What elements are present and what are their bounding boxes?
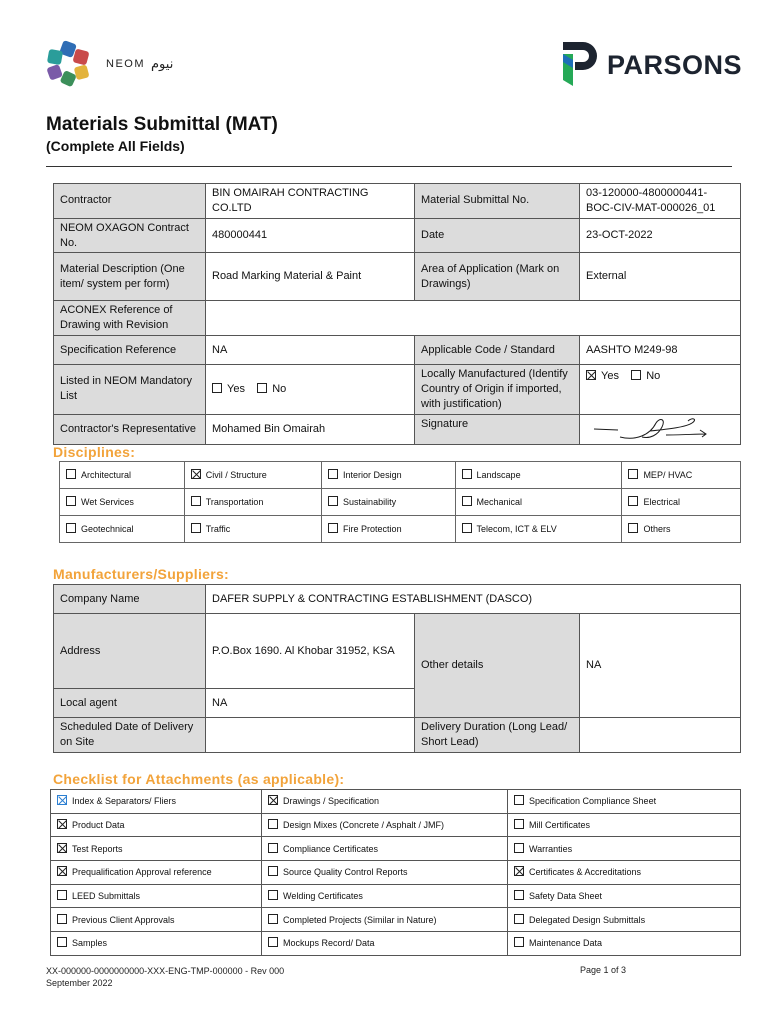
signature-image xyxy=(580,415,740,443)
checkbox-label: Delegated Design Submittals xyxy=(529,914,646,925)
checkbox-item[interactable] xyxy=(622,516,741,543)
checkbox-item[interactable] xyxy=(60,462,185,489)
checkbox-label: Landscape xyxy=(476,469,521,480)
aconex-label: ACONEX Reference of Drawing with Revision xyxy=(54,301,206,336)
checkbox-item[interactable] xyxy=(262,837,508,861)
agent-label: Local agent xyxy=(54,689,206,718)
checkbox-icon[interactable] xyxy=(268,914,278,924)
checkbox-item[interactable] xyxy=(184,462,321,489)
checkbox-label: Source Quality Control Reports xyxy=(283,867,408,878)
checkbox-item[interactable] xyxy=(60,489,185,516)
duration-value[interactable] xyxy=(580,718,741,753)
checkbox-label: Design Mixes (Concrete / Asphalt / JMF) xyxy=(283,819,445,830)
submittal-details-table xyxy=(53,183,741,445)
parsons-logo xyxy=(561,40,742,90)
checkbox-item[interactable] xyxy=(455,489,622,516)
checkbox-item[interactable] xyxy=(508,790,741,814)
checkbox-label: Safety Data Sheet xyxy=(529,891,603,902)
checkbox-label: Electrical xyxy=(643,496,680,507)
company-label: Company Name xyxy=(54,585,206,614)
checkbox-label: Others xyxy=(643,523,671,534)
checkbox-item[interactable] xyxy=(622,489,741,516)
checkbox-item[interactable] xyxy=(322,516,455,543)
checkbox-label: Sustainability xyxy=(343,496,397,507)
checkbox-label: Mockups Record/ Data xyxy=(283,938,375,949)
checked-checkbox-icon[interactable] xyxy=(268,795,278,805)
table-row xyxy=(60,462,741,489)
checkbox-label: Specification Compliance Sheet xyxy=(529,796,657,807)
rep-label: Contractor's Representative xyxy=(54,414,206,444)
neom-logo xyxy=(44,40,173,88)
mandatory-label: Listed in NEOM Mandatory List xyxy=(54,365,206,415)
local-label: Locally Manufactured (Identify Country of Origin if imported, with justification) xyxy=(415,365,580,415)
checkbox-icon[interactable] xyxy=(328,469,338,479)
mandatory-yes-label: Yes xyxy=(227,382,245,395)
disciplines-heading: Disciplines: xyxy=(53,444,136,460)
checkbox-item[interactable] xyxy=(262,932,508,956)
contractor-label: Contractor xyxy=(54,184,206,219)
local-no-checkbox[interactable] xyxy=(631,370,641,380)
checkbox-item[interactable] xyxy=(51,884,262,908)
signature-field[interactable] xyxy=(580,414,741,444)
checkbox-label: Telecom, ICT & ELV xyxy=(476,523,557,534)
checkbox-icon[interactable] xyxy=(268,866,278,876)
local-yes-checkbox[interactable] xyxy=(586,370,596,380)
checklist-table xyxy=(50,789,741,956)
table-row xyxy=(60,516,741,543)
footer-doc-info xyxy=(46,965,284,989)
table-row xyxy=(51,884,741,908)
checkbox-item[interactable] xyxy=(51,790,262,814)
checkbox-item[interactable] xyxy=(455,516,622,543)
checkbox-icon[interactable] xyxy=(191,523,201,533)
checkbox-label: Compliance Certificates xyxy=(283,843,379,854)
contractor-value[interactable]: BIN OMAIRAH CONTRACTING CO.LTD xyxy=(206,184,415,219)
manufacturers-heading: Manufacturers/Suppliers: xyxy=(53,566,230,582)
checkbox-icon[interactable] xyxy=(462,523,472,533)
checkbox-icon[interactable] xyxy=(514,843,524,853)
table-row xyxy=(51,813,741,837)
checkbox-icon[interactable] xyxy=(57,914,67,924)
area-label: Area of Application (Mark on Drawings) xyxy=(415,253,580,301)
checkbox-item[interactable] xyxy=(322,489,455,516)
checkbox-label: Samples xyxy=(72,938,108,949)
code-value[interactable]: AASHTO M249-98 xyxy=(580,336,741,365)
table-row xyxy=(51,908,741,932)
table-row xyxy=(51,861,741,885)
checkbox-item[interactable] xyxy=(51,813,262,837)
checkbox-icon[interactable] xyxy=(57,890,67,900)
spec-label: Specification Reference xyxy=(54,336,206,365)
checkbox-label: Geotechnical xyxy=(81,523,134,534)
mandatory-no-label: No xyxy=(272,382,287,395)
checkbox-item[interactable] xyxy=(184,516,321,543)
page-subtitle: (Complete All Fields) xyxy=(46,138,185,154)
checked-checkbox-icon[interactable] xyxy=(57,819,67,829)
table-row xyxy=(51,932,741,956)
neom-wordmark-text: NEOM xyxy=(106,58,145,70)
table-row xyxy=(60,489,741,516)
checkbox-item[interactable] xyxy=(455,462,622,489)
checkbox-label: Mill Certificates xyxy=(529,819,591,830)
page-title: Materials Submittal (MAT) xyxy=(46,114,278,135)
footer-page-number: Page 1 of 3 xyxy=(580,965,627,975)
company-value[interactable]: DAFER SUPPLY & CONTRACTING ESTABLISHMENT (DASCO) xyxy=(206,585,741,614)
checkbox-item[interactable] xyxy=(51,908,262,932)
checkbox-item[interactable] xyxy=(262,861,508,885)
agent-value[interactable]: NA xyxy=(206,689,415,718)
checkbox-icon[interactable] xyxy=(66,469,76,479)
checkbox-item[interactable] xyxy=(262,908,508,932)
checkbox-label: Civil / Structure xyxy=(205,469,267,480)
checkbox-item[interactable] xyxy=(622,462,741,489)
checkbox-icon[interactable] xyxy=(628,496,638,506)
checklist-heading: Checklist for Attachments (as applicable): xyxy=(53,771,345,787)
checkbox-icon[interactable] xyxy=(268,819,278,829)
checkbox-icon[interactable] xyxy=(66,523,76,533)
checkbox-item[interactable] xyxy=(508,837,741,861)
checkbox-icon[interactable] xyxy=(328,496,338,506)
checkbox-label: Previous Client Approvals xyxy=(72,914,175,925)
neom-wordmark xyxy=(106,57,173,72)
spec-value[interactable]: NA xyxy=(206,336,415,365)
checkbox-label: Completed Projects (Similar in Nature) xyxy=(283,914,437,925)
title-divider xyxy=(46,166,732,167)
neom-arabic-text: نيوم xyxy=(151,56,174,72)
checkbox-icon[interactable] xyxy=(268,843,278,853)
neom-mark-icon xyxy=(44,40,92,88)
checkbox-icon[interactable] xyxy=(514,914,524,924)
checkbox-item[interactable] xyxy=(508,908,741,932)
checked-checkbox-icon[interactable] xyxy=(57,795,67,805)
footer-doc-code: XX-000000-0000000000-XXX-ENG-TMP-000000 - Rev 000 xyxy=(46,966,285,976)
other-details-label: Other details xyxy=(415,614,580,718)
checkbox-label: Test Reports xyxy=(72,843,123,854)
date-value[interactable]: 23-OCT-2022 xyxy=(580,218,741,253)
checkbox-icon[interactable] xyxy=(628,469,638,479)
checkbox-item[interactable] xyxy=(262,884,508,908)
material-value[interactable]: Road Marking Material & Paint xyxy=(206,253,415,301)
checkbox-label: Maintenance Data xyxy=(529,938,603,949)
local-yes-label: Yes xyxy=(601,370,619,383)
other-details-value[interactable]: NA xyxy=(580,614,741,718)
checkbox-icon[interactable] xyxy=(268,890,278,900)
checked-checkbox-icon[interactable] xyxy=(191,469,201,479)
checkbox-label: Wet Services xyxy=(81,496,134,507)
checked-checkbox-icon[interactable] xyxy=(514,866,524,876)
mandatory-options xyxy=(206,365,415,415)
checkbox-label: Interior Design xyxy=(343,469,402,480)
checkbox-icon[interactable] xyxy=(514,819,524,829)
checkbox-icon[interactable] xyxy=(191,496,201,506)
material-label: Material Description (One item/ system per form) xyxy=(54,253,206,301)
checkbox-label: Mechanical xyxy=(476,496,523,507)
checkbox-item[interactable] xyxy=(51,837,262,861)
checkbox-item[interactable] xyxy=(51,861,262,885)
local-options xyxy=(580,365,741,415)
footer-doc-date: September 2022 xyxy=(46,978,113,989)
checkbox-item[interactable] xyxy=(322,462,455,489)
checkbox-label: Index & Separators/ Fliers xyxy=(72,796,177,807)
code-label: Applicable Code / Standard xyxy=(415,336,580,365)
mandatory-no-checkbox[interactable] xyxy=(257,383,267,393)
checkbox-item[interactable] xyxy=(262,813,508,837)
checkbox-icon[interactable] xyxy=(268,937,278,947)
table-row xyxy=(51,837,741,861)
delivery-date-value[interactable] xyxy=(206,718,415,753)
checkbox-icon[interactable] xyxy=(462,496,472,506)
checkbox-item[interactable] xyxy=(262,790,508,814)
checkbox-label: Warranties xyxy=(529,843,573,854)
checkbox-label: Product Data xyxy=(72,819,125,830)
table-row xyxy=(51,790,741,814)
checked-checkbox-icon[interactable] xyxy=(57,866,67,876)
checkbox-icon[interactable] xyxy=(514,937,524,947)
parsons-wordmark: PARSONS xyxy=(606,49,742,80)
checkbox-icon[interactable] xyxy=(628,523,638,533)
checkbox-icon[interactable] xyxy=(514,795,524,805)
checkbox-item[interactable] xyxy=(508,884,741,908)
checkbox-icon[interactable] xyxy=(66,496,76,506)
checkbox-item[interactable] xyxy=(51,932,262,956)
checkbox-label: Traffic xyxy=(205,523,231,534)
checkbox-item[interactable] xyxy=(508,813,741,837)
duration-label: Delivery Duration (Long Lead/ Short Lead) xyxy=(415,718,580,753)
mat-no-value[interactable]: 03-120000-4800000441-BOC-CIV-MAT-000026_01 xyxy=(580,184,741,219)
signature-label: Signature xyxy=(415,414,580,444)
aconex-value[interactable] xyxy=(206,301,741,336)
checkbox-label: Drawings / Specification xyxy=(283,796,380,807)
contract-value[interactable]: 480000441 xyxy=(206,218,415,253)
contract-label: NEOM OXAGON Contract No. xyxy=(54,218,206,253)
checkbox-label: Welding Certificates xyxy=(283,891,363,902)
checked-checkbox-icon[interactable] xyxy=(57,843,67,853)
checkbox-label: Transportation xyxy=(205,496,264,507)
date-label: Date xyxy=(415,218,580,253)
checkbox-label: Prequalification Approval reference xyxy=(72,867,212,878)
checkbox-icon[interactable] xyxy=(514,890,524,900)
checkbox-item[interactable] xyxy=(508,861,741,885)
checkbox-item[interactable] xyxy=(60,516,185,543)
parsons-mark-icon xyxy=(561,40,599,90)
delivery-date-label: Scheduled Date of Delivery on Site xyxy=(54,718,206,753)
checkbox-label: MEP/ HVAC xyxy=(643,469,693,480)
mat-no-label: Material Submittal No. xyxy=(415,184,580,219)
address-value[interactable]: P.O.Box 1690. Al Khobar 31952, KSA xyxy=(206,614,415,689)
checkbox-icon[interactable] xyxy=(462,469,472,479)
area-value[interactable]: External xyxy=(580,253,741,301)
checkbox-item[interactable] xyxy=(508,932,741,956)
checkbox-label: LEED Submittals xyxy=(72,891,141,902)
checkbox-label: Fire Protection xyxy=(343,523,402,534)
address-label: Address xyxy=(54,614,206,689)
checkbox-label: Certificates & Accreditations xyxy=(529,867,642,878)
checkbox-icon[interactable] xyxy=(57,937,67,947)
checkbox-item[interactable] xyxy=(184,489,321,516)
checkbox-label: Architectural xyxy=(81,469,132,480)
disciplines-table xyxy=(59,461,741,543)
local-no-label: No xyxy=(646,370,661,383)
rep-value[interactable]: Mohamed Bin Omairah xyxy=(206,414,415,444)
checkbox-icon[interactable] xyxy=(328,523,338,533)
manufacturers-table xyxy=(53,584,741,753)
mandatory-yes-checkbox[interactable] xyxy=(212,383,222,393)
